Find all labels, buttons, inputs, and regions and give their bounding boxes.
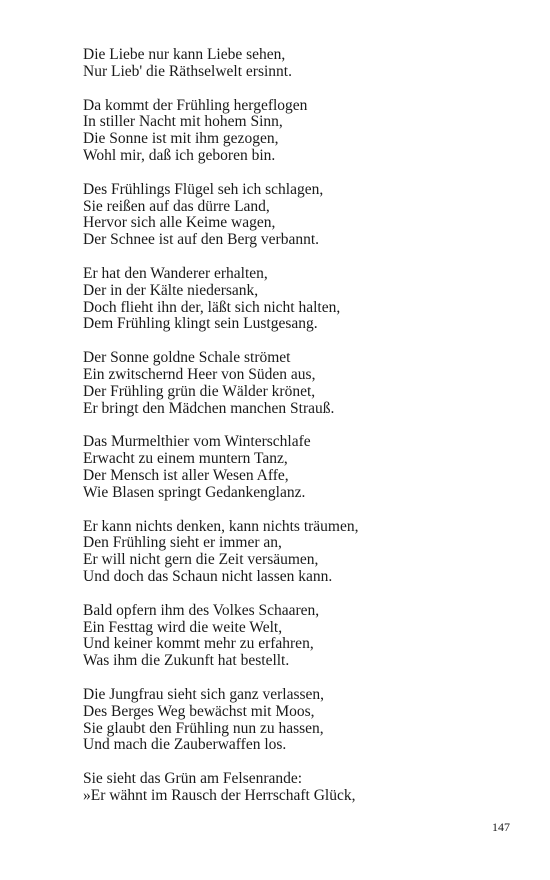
poem-line: Sie glaubt den Frühling nun zu hassen, [83,719,324,737]
poem-line: Die Liebe nur kann Liebe sehen, [83,46,286,63]
stanza-7 [83,519,523,586]
poem-line: Wie Blasen springt Gedankenglanz. [83,483,306,501]
stanza-10 [83,771,523,805]
poem-line: Des Berges Weg bewächst mit Moos, [83,702,315,720]
poem-line: Er will nicht gern die Zeit versäumen, [83,551,319,569]
poem-text [83,47,523,822]
poem-line: Sie sieht das Grün am Felsenrande: [83,770,303,788]
poem-line: Und mach die Zauberwaffen los. [83,736,287,754]
poem-line: Was ihm die Zukunft hat bestellt. [83,652,290,670]
poem-line: Des Frühlings Flügel seh ich schlagen, [83,180,324,198]
stanza-1 [83,47,523,81]
poem-line: Den Frühling sieht er immer an, [83,534,282,552]
poem-line: Der Frühling grün die Wälder krönet, [83,382,316,400]
stanza-8 [83,603,523,670]
poem-line: Dem Frühling klingt sein Lustgesang. [83,315,318,333]
poem-line: Er kann nichts denken, kann nichts träumen, [83,517,359,535]
poem-line: Er bringt den Mädchen manchen Strauß. [83,399,335,417]
poem-line: Da kommt der Frühling hergeflogen [83,96,308,114]
poem-line: Das Murmelthier vom Winterschlafe [83,433,311,451]
poem-line: Nur Lieb' die Räthselwelt ersinnt. [83,62,292,80]
poem-line: Er hat den Wanderer erhalten, [83,264,268,282]
poem-line: Ein Festtag wird die weite Welt, [83,618,283,636]
page-number: 147 [492,820,510,834]
poem-line: Die Sonne ist mit ihm gezogen, [83,130,279,148]
poem-line: Der Schnee ist auf den Berg verbannt. [83,231,320,249]
stanza-2 [83,98,523,165]
poem-line: In stiller Nacht mit hohem Sinn, [83,113,283,131]
poem-line: Der in der Kälte niedersank, [83,281,259,299]
poem-line: Hervor sich alle Keime wagen, [83,214,276,232]
poem-line: Wohl mir, daß ich geboren bin. [83,146,276,164]
stanza-5 [83,350,523,417]
stanza-3 [83,182,523,249]
stanza-6 [83,434,523,501]
poem-line: Ein zwitschernd Heer von Süden aus, [83,365,316,383]
poem-line: Und doch das Schaun nicht lassen kann. [83,567,333,585]
poem-line: Sie reißen auf das dürre Land, [83,197,270,215]
poem-line: Bald opfern ihm des Volkes Schaaren, [83,601,320,619]
poem-line: Erwacht zu einem muntern Tanz, [83,450,288,468]
stanza-9 [83,687,523,754]
poem-line: Doch flieht ihn der, läßt sich nicht halten, [83,298,341,316]
poem-line: Und keiner kommt mehr zu erfahren, [83,635,314,653]
poem-line: Der Sonne goldne Schale strömet [83,349,291,367]
poem-line: »Er wähnt im Rausch der Herrschaft Glück, [83,786,356,804]
poem-line: Der Mensch ist aller Wesen Affe, [83,466,289,484]
stanza-4 [83,266,523,333]
poem-line: Die Jungfrau sieht sich ganz verlassen, [83,685,325,703]
